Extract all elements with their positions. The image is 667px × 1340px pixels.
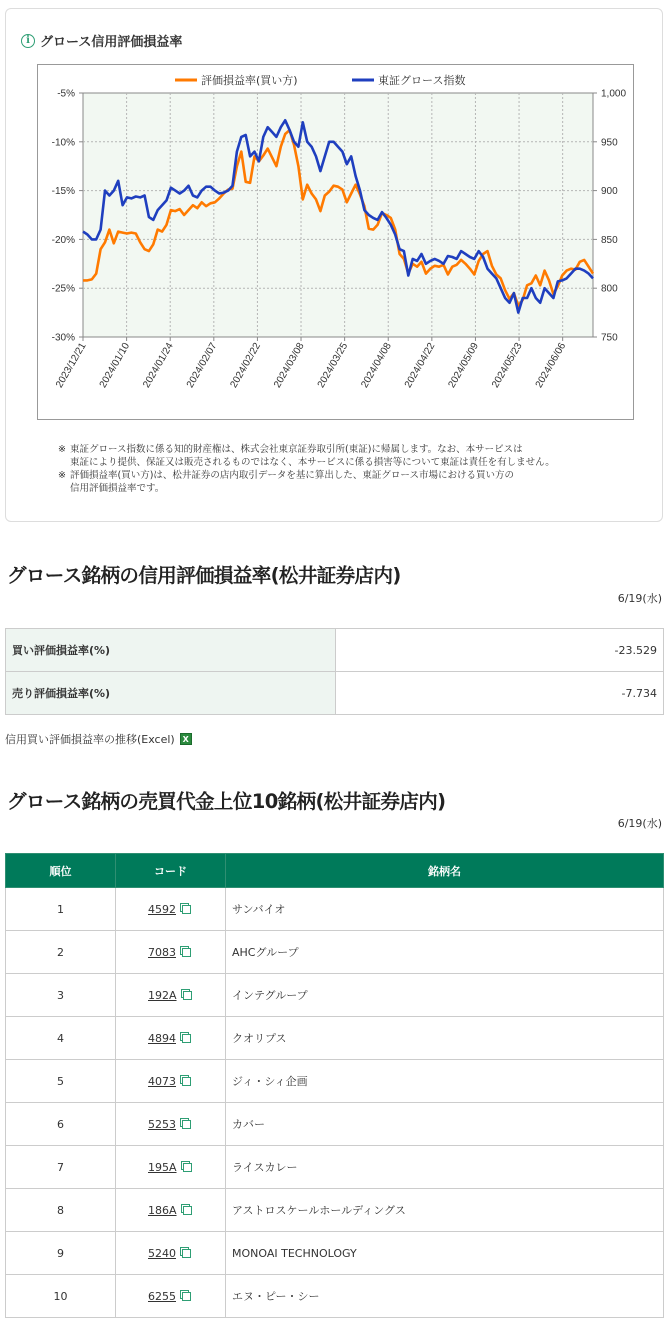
y-left-tick-label: -20% xyxy=(51,234,75,246)
header-code: コード xyxy=(116,854,226,888)
copy-icon[interactable] xyxy=(183,1206,192,1215)
x-tick-label: 2024/01/10 xyxy=(97,341,133,390)
x-tick-label: 2024/01/24 xyxy=(141,341,176,390)
stock-name-cell: カバー xyxy=(226,1103,664,1146)
x-tick-label: 2024/02/07 xyxy=(184,341,220,390)
legend-label: 評価損益率(買い方) xyxy=(201,74,298,87)
note-2-line-1: 評価損益率(買い方)は、松井証券の店内取引データを基に算出した、東証グロース市場における買い方の xyxy=(70,470,514,481)
chart-title-text: グロース信用評価損益率 xyxy=(40,35,183,50)
stock-name-cell: ライスカレー xyxy=(226,1146,664,1189)
ranking-date: 6/19(水) xyxy=(617,817,662,830)
buy-pl-value: -23.529 xyxy=(336,629,664,672)
rank-cell: 2 xyxy=(6,931,116,974)
stock-name-cell: アストロスケールホールディングス xyxy=(226,1189,664,1232)
x-tick-label: 2024/04/22 xyxy=(402,341,438,390)
excel-icon[interactable]: X xyxy=(180,733,192,745)
table-row xyxy=(6,1017,664,1060)
note-mark: ※ xyxy=(58,444,66,455)
stock-code-link[interactable]: 5240 xyxy=(148,1246,176,1260)
copy-icon[interactable] xyxy=(182,948,191,957)
copy-icon[interactable] xyxy=(182,1249,191,1258)
stock-name-cell: インテグループ xyxy=(226,974,664,1017)
y-right-tick-label: 950 xyxy=(601,137,618,149)
ranking-table xyxy=(5,853,664,1318)
x-tick-label: 2024/02/22 xyxy=(228,341,264,390)
x-tick-label: 2024/04/08 xyxy=(359,341,394,390)
y-right-tick-label: 750 xyxy=(601,332,618,344)
y-right-tick-label: 900 xyxy=(601,186,618,198)
stock-name-cell: サンバイオ xyxy=(226,888,664,931)
y-left-tick-label: -10% xyxy=(51,137,75,149)
stock-name-cell: ジィ・シィ企画 xyxy=(226,1060,664,1103)
rank-cell: 6 xyxy=(6,1103,116,1146)
stock-code-link[interactable]: 4073 xyxy=(148,1074,176,1088)
table-row xyxy=(6,1189,664,1232)
table-row xyxy=(6,1146,664,1189)
x-tick-label: 2024/05/09 xyxy=(446,341,482,390)
ranking-section-title: グロース銘柄の売買代金上位10銘柄(松井証券店内) xyxy=(7,790,446,813)
stock-name-cell: MONOAI TECHNOLOGY xyxy=(226,1232,664,1275)
copy-icon[interactable] xyxy=(183,991,192,1000)
code-cell xyxy=(116,1060,226,1103)
y-left-tick-label: -5% xyxy=(57,88,75,100)
copy-icon[interactable] xyxy=(183,1163,192,1172)
rank-cell: 7 xyxy=(6,1146,116,1189)
chart-frame xyxy=(37,64,634,420)
chart-card xyxy=(5,8,663,522)
stock-code-link[interactable]: 7083 xyxy=(148,945,176,959)
stock-code-link[interactable]: 4894 xyxy=(148,1031,176,1045)
table-row xyxy=(6,1275,664,1318)
pl-section-title: グロース銘柄の信用評価損益率(松井証券店内) xyxy=(7,564,401,587)
code-cell xyxy=(116,974,226,1017)
rank-cell: 1 xyxy=(6,888,116,931)
table-row xyxy=(6,1060,664,1103)
stock-code-link[interactable]: 192A xyxy=(148,988,177,1002)
note-1-line-2: 東証により提供、保証又は販売されるものではなく、本サービスに係る損害等について東証は責任を有しません。 xyxy=(70,457,555,468)
code-cell xyxy=(116,1146,226,1189)
chart-card-title xyxy=(21,31,182,50)
x-tick-label: 2024/06/06 xyxy=(533,341,569,390)
copy-icon[interactable] xyxy=(182,1034,191,1043)
pl-table xyxy=(5,628,664,715)
copy-icon[interactable] xyxy=(182,1120,191,1129)
code-cell xyxy=(116,888,226,931)
buy-pl-label: 買い評価損益率(%) xyxy=(6,629,336,672)
y-left-tick-label: -25% xyxy=(51,283,75,295)
chart-notes xyxy=(58,443,618,495)
table-row xyxy=(6,672,664,715)
excel-link[interactable]: 信用買い評価損益率の推移(Excel) xyxy=(5,733,175,746)
stock-name-cell: エヌ・ピー・シー xyxy=(226,1275,664,1318)
x-tick-label: 2024/03/08 xyxy=(272,341,307,390)
table-row xyxy=(6,1232,664,1275)
rank-cell: 10 xyxy=(6,1275,116,1318)
y-right-tick-label: 800 xyxy=(601,283,618,295)
excel-download[interactable] xyxy=(5,731,192,747)
x-tick-label: 2023/12/21 xyxy=(54,341,89,390)
y-right-tick-label: 1,000 xyxy=(601,88,627,100)
stock-name-cell: クオリプス xyxy=(226,1017,664,1060)
stock-code-link[interactable]: 4592 xyxy=(148,902,176,916)
stock-code-link[interactable]: 5253 xyxy=(148,1117,176,1131)
stock-code-link[interactable]: 186A xyxy=(148,1203,177,1217)
code-cell xyxy=(116,931,226,974)
y-left-tick-label: -30% xyxy=(51,332,75,344)
copy-icon[interactable] xyxy=(182,905,191,914)
code-cell xyxy=(116,1017,226,1060)
code-cell xyxy=(116,1232,226,1275)
note-1-line-1: 東証グロース指数に係る知的財産権は、株式会社東京証券取引所(東証)に帰属します。なお、本サービスは xyxy=(70,444,523,455)
header-name: 銘柄名 xyxy=(226,854,664,888)
table-row xyxy=(6,888,664,931)
table-row xyxy=(6,629,664,672)
rank-cell: 8 xyxy=(6,1189,116,1232)
legend-label: 東証グロース指数 xyxy=(378,74,466,87)
copy-icon[interactable] xyxy=(182,1077,191,1086)
copy-icon[interactable] xyxy=(182,1292,191,1301)
x-tick-label: 2024/05/23 xyxy=(490,341,525,390)
note-mark: ※ xyxy=(58,470,66,481)
sell-pl-label: 売り評価損益率(%) xyxy=(6,672,336,715)
sell-pl-value: -7.734 xyxy=(336,672,664,715)
table-row xyxy=(6,931,664,974)
stock-code-link[interactable]: 6255 xyxy=(148,1289,176,1303)
rank-cell: 9 xyxy=(6,1232,116,1275)
rank-cell: 3 xyxy=(6,974,116,1017)
y-left-tick-label: -15% xyxy=(51,186,75,198)
y-right-tick-label: 850 xyxy=(601,234,618,246)
header-rank: 順位 xyxy=(6,854,116,888)
code-cell xyxy=(116,1275,226,1318)
table-row xyxy=(6,1103,664,1146)
rank-cell: 5 xyxy=(6,1060,116,1103)
info-icon[interactable]: i xyxy=(21,34,35,48)
line-chart xyxy=(38,65,635,421)
code-cell xyxy=(116,1189,226,1232)
stock-name-cell: AHCグループ xyxy=(226,931,664,974)
note-2-line-2: 信用評価損益率です。 xyxy=(70,483,165,494)
pl-date: 6/19(水) xyxy=(617,592,662,605)
rank-cell: 4 xyxy=(6,1017,116,1060)
stock-code-link[interactable]: 195A xyxy=(148,1160,177,1174)
code-cell xyxy=(116,1103,226,1146)
table-row xyxy=(6,974,664,1017)
x-tick-label: 2024/03/25 xyxy=(315,341,351,390)
